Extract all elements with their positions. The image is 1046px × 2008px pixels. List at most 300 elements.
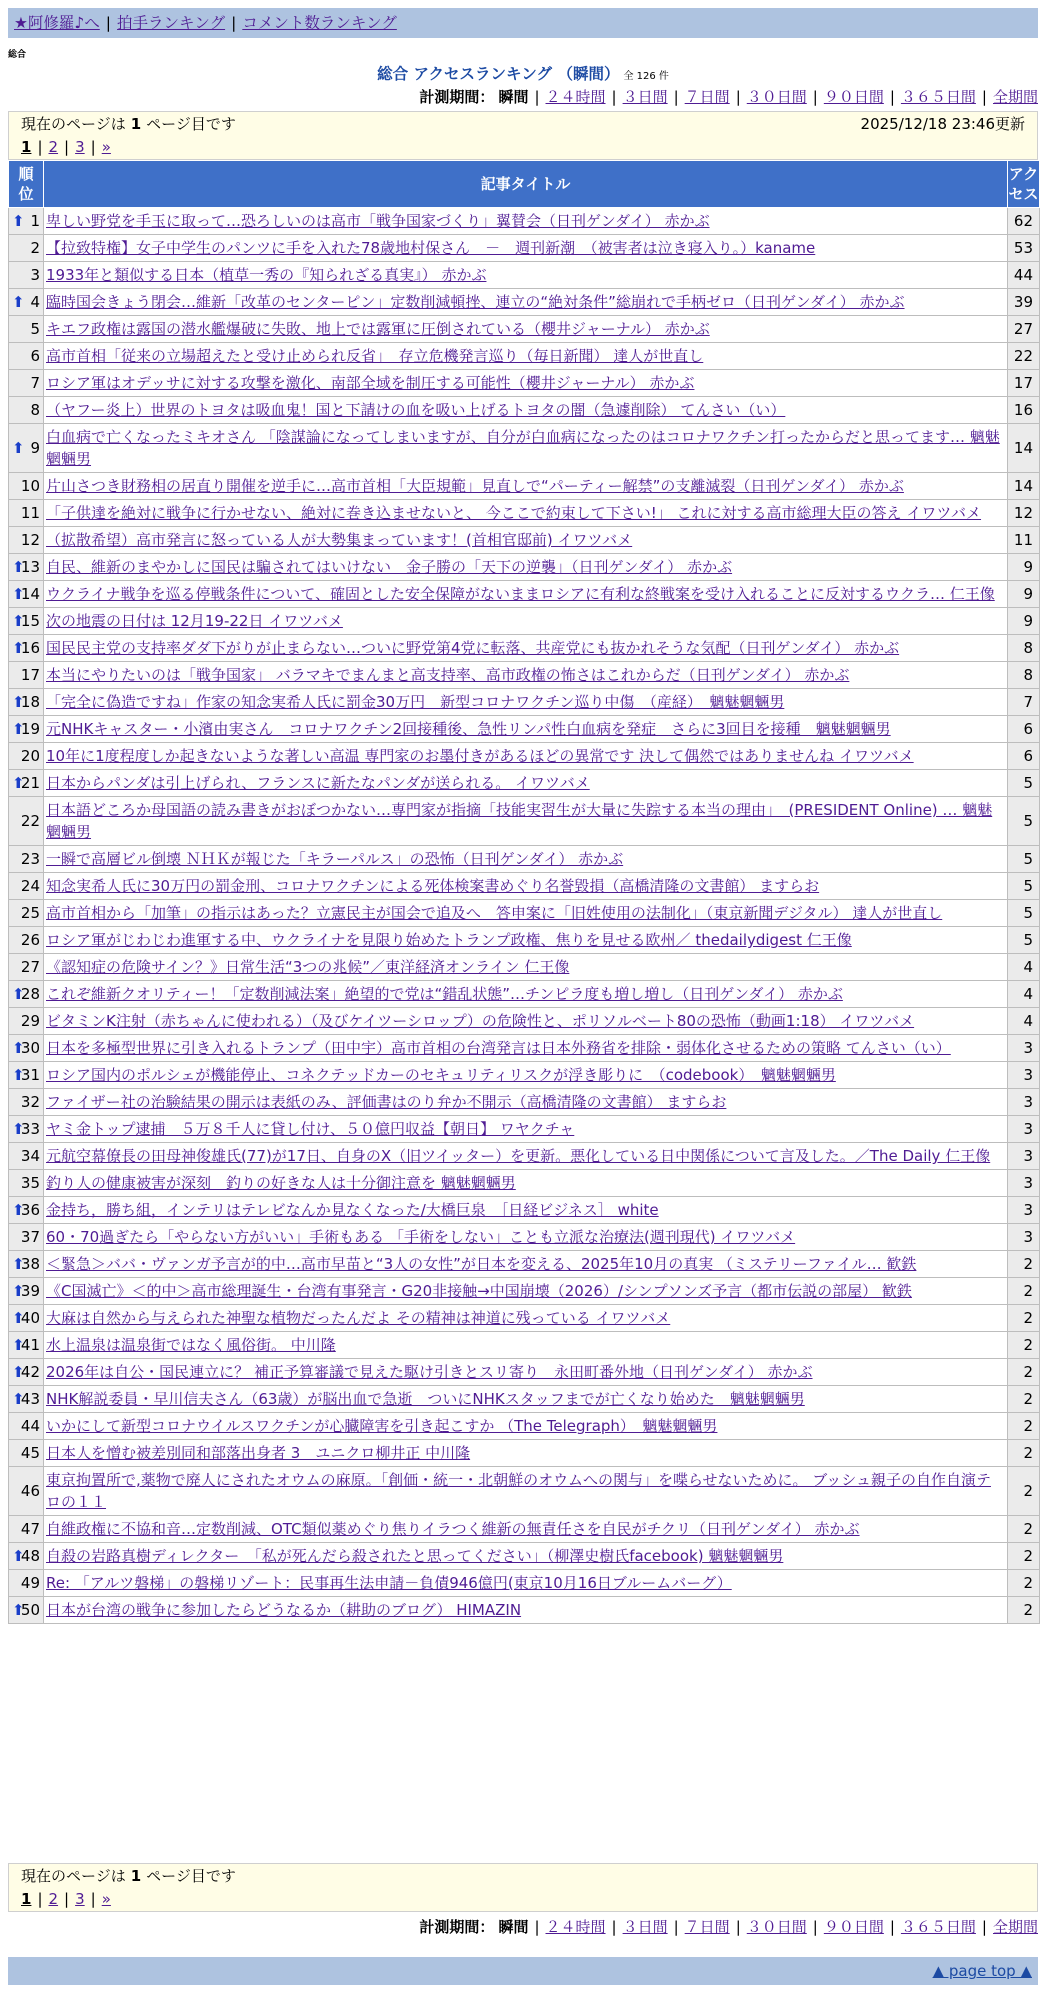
period-separator: | xyxy=(889,88,895,106)
ranking-count: 全 126 件 xyxy=(623,71,669,82)
table-row xyxy=(9,289,1040,316)
article-title-link[interactable]: 「完全に偽造ですね」作家の知念実希人氏に罰金30万円 新型コロナワクチン巡り中傷 （産経） 魑魅魍魎男 xyxy=(46,693,785,711)
title-cell xyxy=(44,1359,1008,1386)
rank-number: 40 xyxy=(20,1309,40,1327)
rank-cell xyxy=(9,1278,44,1305)
article-title-link[interactable]: 1933年と類似する日本（植草一秀の『知られざる真実』） 赤かぶ xyxy=(46,266,487,284)
period-separator: | xyxy=(534,1918,540,1936)
title-cell xyxy=(44,1197,1008,1224)
table-row xyxy=(9,1543,1040,1570)
access-count-cell: 2 xyxy=(1008,1570,1040,1597)
title-cell xyxy=(44,1570,1008,1597)
rank-number: 41 xyxy=(20,1336,40,1354)
title-cell xyxy=(44,424,1008,473)
rank-cell xyxy=(9,262,44,289)
page-status-suffix: ページ目です xyxy=(146,115,236,133)
article-title-link[interactable]: 本当にやりたいのは「戦争国家」 バラマキでまんまと高支持率、高市政権の怖さはこれからだ（日刊ゲンダイ） 赤かぶ xyxy=(46,666,850,684)
access-count-cell: 3 xyxy=(1008,1197,1040,1224)
access-count-cell: 2 xyxy=(1008,1467,1040,1516)
access-count-cell: 12 xyxy=(1008,500,1040,527)
table-row xyxy=(9,873,1040,900)
page-separator: | xyxy=(64,1890,70,1908)
rank-number: 42 xyxy=(20,1363,40,1381)
rank-cell xyxy=(9,635,44,662)
period-option-link[interactable]: ７日間 xyxy=(684,1918,730,1936)
rank-cell xyxy=(9,1570,44,1597)
period-option-link[interactable]: ７日間 xyxy=(684,88,730,106)
article-title-link[interactable]: 高市首相「従来の立場超えたと受け止められ反省」 存立危機発言巡り（毎日新聞） 達人が世直し xyxy=(46,347,704,365)
table-row xyxy=(9,635,1040,662)
access-count-cell: 4 xyxy=(1008,954,1040,981)
rank-number: 21 xyxy=(20,774,40,792)
title-cell xyxy=(44,473,1008,500)
period-option-link[interactable]: ３日間 xyxy=(622,88,668,106)
rank-up-arrow-icon: ⬆ xyxy=(12,1282,25,1300)
table-row xyxy=(9,1332,1040,1359)
table-row xyxy=(9,1035,1040,1062)
title-cell xyxy=(44,662,1008,689)
period-option-link[interactable]: ３６５日間 xyxy=(900,88,976,106)
article-title-link[interactable]: いかにして新型コロナウイルスワクチンが心臓障害を引き起こすか （The Telegraph） 魑魅魍魎男 xyxy=(46,1417,718,1435)
article-title-link[interactable]: ビタミンK注射（赤ちゃんに使われる）（及びケイツーシロップ）の危険性と、ポリソルベート80の恐怖（動画1:18） イワツバメ xyxy=(46,1012,915,1030)
article-title-link[interactable]: ヤミ金トップ逮捕 ５万８千人に貸し付け、５０億円収益【朝日】 ワヤクチャ xyxy=(46,1120,575,1138)
table-row xyxy=(9,424,1040,473)
access-count-cell: 2 xyxy=(1008,1516,1040,1543)
rank-number: 48 xyxy=(20,1547,40,1565)
table-row xyxy=(9,846,1040,873)
rank-number: 4 xyxy=(30,293,40,311)
table-row xyxy=(9,716,1040,743)
rank-up-arrow-icon: ⬆ xyxy=(12,1601,25,1619)
period-option-link[interactable]: ３０日間 xyxy=(746,88,807,106)
period-option-link[interactable]: ３日間 xyxy=(622,1918,668,1936)
title-cell xyxy=(44,581,1008,608)
title-column-header: 記事タイトル xyxy=(44,161,1008,208)
rank-up-arrow-icon: ⬆ xyxy=(12,639,25,657)
rank-up-arrow-icon: ⬆ xyxy=(12,558,25,576)
title-cell xyxy=(44,554,1008,581)
article-title-link[interactable]: 日本からパンダは引上げられ、フランスに新たなパンダが送られる。 イワツバメ xyxy=(46,774,590,792)
article-title-link[interactable]: ロシア軍はオデッサに対する攻撃を激化、南部全域を制圧する可能性（櫻井ジャーナル） 赤かぶ xyxy=(46,374,695,392)
access-count-cell: 14 xyxy=(1008,473,1040,500)
title-cell xyxy=(44,397,1008,424)
access-count-cell: 5 xyxy=(1008,846,1040,873)
article-title-link[interactable]: 【拉致特権】女子中学生のパンツに手を入れた78歳地村保さん － 週刊新潮 （被害者は泣き寝入り。）kaname xyxy=(46,239,816,257)
rank-up-arrow-icon: ⬆ xyxy=(12,1255,25,1273)
rank-up-arrow-icon: ⬆ xyxy=(12,693,25,711)
article-title-link[interactable]: ＜緊急＞ババ・ヴァンガ予言が的中…高市早苗と“3人の女性”が日本を変える、2025年10月の真実 （ミステリーファイル… 歓鉄 xyxy=(46,1255,917,1273)
access-count-cell: 5 xyxy=(1008,797,1040,846)
rank-number: 6 xyxy=(30,347,40,365)
article-title-link[interactable]: 自民、維新のまやかしに国民は騙されてはいけない 金子勝の「天下の逆襲」（日刊ゲンダイ） 赤かぶ xyxy=(46,558,733,576)
access-count-cell: 62 xyxy=(1008,208,1040,235)
title-cell xyxy=(44,1305,1008,1332)
access-count-cell: 4 xyxy=(1008,1008,1040,1035)
access-count-cell: 2 xyxy=(1008,1305,1040,1332)
rank-cell xyxy=(9,1359,44,1386)
rank-cell xyxy=(9,1008,44,1035)
rank-up-arrow-icon: ⬆ xyxy=(12,612,25,630)
access-count-cell: 17 xyxy=(1008,370,1040,397)
access-count-cell: 2 xyxy=(1008,1278,1040,1305)
article-title-link[interactable]: 60・70過ぎたら「やらない方がいい」手術もある 「手術をしない」ことも立派な治療法(週刊現代) イワツバメ xyxy=(46,1228,796,1246)
rank-column-header: 順位 xyxy=(9,161,44,208)
table-row xyxy=(9,473,1040,500)
access-count-cell: 16 xyxy=(1008,397,1040,424)
rank-number: 47 xyxy=(20,1520,40,1538)
title-cell xyxy=(44,316,1008,343)
access-count-cell: 3 xyxy=(1008,1062,1040,1089)
table-row xyxy=(9,1305,1040,1332)
access-count-cell: 2 xyxy=(1008,1332,1040,1359)
rank-number: 33 xyxy=(20,1120,40,1138)
rank-number: 50 xyxy=(20,1601,40,1619)
rank-up-arrow-icon: ⬆ xyxy=(12,1039,25,1057)
rank-up-arrow-icon: ⬆ xyxy=(12,985,25,1003)
article-title-link[interactable]: 卑しい野党を手玉に取って…恐ろしいのは高市「戦争国家づくり」翼賛会（日刊ゲンダイ） 赤かぶ xyxy=(46,212,710,230)
period-separator: | xyxy=(611,88,617,106)
page-link[interactable]: 3 xyxy=(75,138,85,156)
article-title-link[interactable]: ロシア国内のポルシェが機能停止、コネクテッドカーのセキュリティリスクが浮き彫りに （codebook） 魑魅魍魎男 xyxy=(46,1066,836,1084)
access-count-cell: 3 xyxy=(1008,1116,1040,1143)
rank-number: 44 xyxy=(20,1417,40,1435)
access-count-cell: 22 xyxy=(1008,343,1040,370)
title-cell xyxy=(44,846,1008,873)
period-option-link[interactable]: ３６５日間 xyxy=(900,1918,976,1936)
rank-cell xyxy=(9,235,44,262)
rank-up-arrow-icon: ⬆ xyxy=(12,720,25,738)
rank-number: 12 xyxy=(20,531,40,549)
title-cell xyxy=(44,1035,1008,1062)
page-separator: | xyxy=(90,1890,96,1908)
period-option-link[interactable]: ２４時間 xyxy=(545,88,606,106)
title-cell xyxy=(44,1597,1008,1624)
title-cell xyxy=(44,1332,1008,1359)
period-option-link[interactable]: ３０日間 xyxy=(746,1918,807,1936)
rank-up-arrow-icon: ⬆ xyxy=(12,1201,25,1219)
title-cell xyxy=(44,1278,1008,1305)
rank-cell xyxy=(9,1170,44,1197)
article-title-link[interactable]: 《認知症の危険サイン？》日常生活“3つの兆候”／東洋経済オンライン 仁王像 xyxy=(46,958,570,976)
rank-cell xyxy=(9,1062,44,1089)
article-title-link[interactable]: 「子供達を絶対に戦争に行かせない、絶対に巻き込ませないと、 今ここで約束して下さい!」 これに対する高市総理大臣の答え イワツバメ xyxy=(46,504,982,522)
table-row xyxy=(9,370,1040,397)
access-count-cell: 5 xyxy=(1008,770,1040,797)
rank-number: 3 xyxy=(30,266,40,284)
access-count-cell: 5 xyxy=(1008,927,1040,954)
table-row xyxy=(9,981,1040,1008)
page-status-row xyxy=(21,1864,1025,1888)
title-cell xyxy=(44,981,1008,1008)
page-links-row xyxy=(21,1888,1025,1910)
table-row xyxy=(9,316,1040,343)
pagination-box-bottom xyxy=(8,1863,1038,1912)
table-row xyxy=(9,1089,1040,1116)
article-title-link[interactable]: これぞ維新クオリティー！「定数削減法案」絶望的で党は“錯乱状態”…チンピラ度も増し増し（日刊ゲンダイ） 赤かぶ xyxy=(46,985,843,1003)
article-title-link[interactable]: 水上温泉は温泉街ではなく風俗街。 中川隆 xyxy=(46,1336,336,1354)
page-link[interactable]: 2 xyxy=(48,1890,59,1908)
period-separator: | xyxy=(889,1918,895,1936)
current-page-number: 1 xyxy=(21,1890,32,1908)
rank-cell xyxy=(9,1305,44,1332)
access-count-cell: 44 xyxy=(1008,262,1040,289)
page-top-link[interactable]: ▲ page top ▲ xyxy=(932,1962,1032,1980)
rank-number: 39 xyxy=(20,1282,40,1300)
current-page-number: 1 xyxy=(21,138,32,156)
article-title-link[interactable]: 臨時国会きょう閉会…維新「改革のセンターピン」定数削減頓挫、連立の“絶対条件”総崩れで手柄ゼロ（日刊ゲンダイ） 赤かぶ xyxy=(46,293,905,311)
rank-cell xyxy=(9,1386,44,1413)
rank-cell xyxy=(9,1440,44,1467)
rank-cell xyxy=(9,1143,44,1170)
updated-timestamp: 2025/12/18 23:46更新 xyxy=(860,115,1025,133)
page-status-prefix: 現在のページは xyxy=(21,1867,126,1885)
title-cell xyxy=(44,208,1008,235)
rank-cell xyxy=(9,846,44,873)
rank-cell xyxy=(9,1224,44,1251)
article-title-link[interactable]: 一瞬で高層ビル倒壊 ＮＨＫが報じた「キラーパルス」の恐怖（日刊ゲンダイ） 赤かぶ xyxy=(46,850,624,868)
article-title-link[interactable]: 元NHKキャスター・小濱由実さん コロナワクチン2回接種後、急性リンパ性白血病を発症 さらに3回目を接種 魑魅魍魎男 xyxy=(46,720,891,738)
title-cell xyxy=(44,873,1008,900)
rank-cell xyxy=(9,581,44,608)
period-option-link[interactable]: ９０日間 xyxy=(823,88,884,106)
rank-number: 11 xyxy=(20,504,40,522)
title-cell xyxy=(44,927,1008,954)
article-title-link[interactable]: 金持ち，勝ち組，インテリはテレビなんか見なくなった/大橋巨泉 ［日経ビジネス］ white xyxy=(46,1201,659,1219)
table-row xyxy=(9,1413,1040,1440)
rank-number: 18 xyxy=(20,693,40,711)
table-row xyxy=(9,1570,1040,1597)
rank-cell xyxy=(9,1116,44,1143)
article-title-link[interactable]: 釣り人の健康被害が深刻 釣りの好きな人は十分御注意を 魑魅魍魎男 xyxy=(46,1174,516,1192)
article-title-link[interactable]: ファイザー社の治験結果の開示は表紙のみ、評価書はのり弁か不開示（高橋清隆の文書館） ますらお xyxy=(46,1093,727,1111)
period-separator: | xyxy=(735,1918,741,1936)
rank-up-arrow-icon: ⬆ xyxy=(12,1547,25,1565)
article-title-link[interactable]: 元航空幕僚長の田母神俊雄氏(77)が17日、自身のX（旧ツイッター）を更新。悪化している日中関係について言及した。／The Daily 仁王像 xyxy=(46,1147,991,1165)
article-title-link[interactable]: 大麻は自然から与えられた神聖な植物だったんだよ その精神は神道に残っている イワツバメ xyxy=(46,1309,671,1327)
nav-separator: | xyxy=(105,14,112,32)
article-title-link[interactable]: 10年に1度程度しか起きないような著しい高温 専門家のお墨付きがあるほどの異常です 決して偶然ではありませんね イワツバメ xyxy=(46,747,914,765)
rank-number: 23 xyxy=(20,850,40,868)
table-row xyxy=(9,1359,1040,1386)
ranking-table xyxy=(8,160,1040,1624)
rank-cell xyxy=(9,1516,44,1543)
article-title-link[interactable]: 自殺の岩路真樹ディレクター 「私が死んだら殺されたと思ってください」（柳澤史樹氏facebook) 魑魅魍魎男 xyxy=(46,1547,784,1565)
access-count-cell: 3 xyxy=(1008,1035,1040,1062)
title-cell xyxy=(44,235,1008,262)
title-cell xyxy=(44,1224,1008,1251)
rank-cell xyxy=(9,1332,44,1359)
access-count-cell: 2 xyxy=(1008,1386,1040,1413)
article-title-link[interactable]: NHK解説委員・早川信夫さん（63歳）が脳出血で急逝 ついにNHKスタッフまでが亡くなり始めた 魑魅魍魎男 xyxy=(46,1390,805,1408)
title-cell xyxy=(44,1089,1008,1116)
page-link[interactable]: » xyxy=(101,138,111,156)
article-title-link[interactable]: 白血病で亡くなったミキオさん 「陰謀論になってしまいますが、自分が白血病になったのはコロナワクチン打ったからだと思ってます… 魑魅魍魎男 xyxy=(46,428,1000,468)
table-row xyxy=(9,208,1040,235)
rank-number: 8 xyxy=(30,401,40,419)
article-title-link[interactable]: 日本が台湾の戦争に参加したらどうなるか（耕助のブログ） HIMAZIN xyxy=(46,1601,522,1619)
page-status xyxy=(21,1867,236,1885)
title-cell xyxy=(44,716,1008,743)
rank-cell xyxy=(9,473,44,500)
access-count-cell: 4 xyxy=(1008,981,1040,1008)
table-row xyxy=(9,1251,1040,1278)
rank-cell xyxy=(9,1467,44,1516)
article-title-link[interactable]: キエフ政権は露国の潜水艦爆破に失敗、地上では露軍に圧倒されている（櫻井ジャーナル） 赤かぶ xyxy=(46,320,710,338)
period-separator: | xyxy=(981,88,987,106)
table-row xyxy=(9,662,1040,689)
page-separator: | xyxy=(90,138,96,156)
article-title-link[interactable]: 片山さつき財務相の居直り開催を逆手に…高市首相「大臣規範」見直しで“パーティー解禁”の支離滅裂（日刊ゲンダイ） 赤かぶ xyxy=(46,477,904,495)
rank-up-arrow-icon: ⬆ xyxy=(12,212,25,230)
ranking-title: 総合 アクセスランキング （瞬間） xyxy=(377,65,620,83)
rank-cell xyxy=(9,397,44,424)
title-cell xyxy=(44,797,1008,846)
article-title-link[interactable]: （拡散希望）高市発言に怒っている人が大勢集まっています！(首相官邸前) イワツバメ xyxy=(46,531,633,549)
title-cell xyxy=(44,608,1008,635)
table-row xyxy=(9,1170,1040,1197)
rank-number: 22 xyxy=(20,812,40,830)
period-option-link[interactable]: 全期間 xyxy=(992,1918,1038,1936)
rank-number: 30 xyxy=(20,1039,40,1057)
rank-number: 17 xyxy=(20,666,40,684)
table-row xyxy=(9,1516,1040,1543)
rank-cell xyxy=(9,689,44,716)
table-row xyxy=(9,1008,1040,1035)
asyura-home-link[interactable]: ★阿修羅♪へ xyxy=(14,14,100,32)
rank-number: 5 xyxy=(30,320,40,338)
access-count-cell: 2 xyxy=(1008,1413,1040,1440)
article-title-link[interactable]: （ヤフー炎上）世界のトヨタは吸血鬼！国と下請けの血を吸い上げるトヨタの闇（急遽削除） てんさい（い） xyxy=(46,401,786,419)
period-separator: | xyxy=(673,88,679,106)
ranking-table-body xyxy=(9,208,1040,1624)
article-title-link[interactable]: 《C国滅亡》＜的中＞高市総理誕生・台湾有事発言・G20非接触→中国崩壊（2026）/シンプソンズ予言（都市伝説の部屋） 歓鉄 xyxy=(46,1282,912,1300)
table-row xyxy=(9,500,1040,527)
rank-cell xyxy=(9,716,44,743)
rank-number: 10 xyxy=(20,477,40,495)
rank-up-arrow-icon: ⬆ xyxy=(12,1336,25,1354)
rank-cell xyxy=(9,1413,44,1440)
access-count-cell: 5 xyxy=(1008,900,1040,927)
article-title-link[interactable]: 次の地震の日付は 12月19-22日 イワツバメ xyxy=(46,612,343,630)
article-title-link[interactable]: 自維政権に不協和音…定数削減、OTC類似薬めぐり焦りイラつく維新の無責任さを自民がチクリ（日刊ゲンダイ） 赤かぶ xyxy=(46,1520,860,1538)
comment-ranking-link[interactable]: コメント数ランキング xyxy=(242,14,397,32)
rank-cell xyxy=(9,1035,44,1062)
article-title-link[interactable]: 東京拘置所で,薬物で廃人にされたオウムの麻原。「創価・統一・北朝鮮のオウムへの関与」を喋らせないために。 ブッシュ親子の自作自演テロの１１ xyxy=(46,1471,991,1511)
period-selector-bottom xyxy=(419,1916,1038,1938)
rank-number: 7 xyxy=(30,374,40,392)
rank-cell xyxy=(9,343,44,370)
page-links-row xyxy=(21,136,1025,158)
article-title-link[interactable]: ロシア軍がじわじわ進軍する中、ウクライナを見限り始めたトランプ政権、焦りを見せる欧州／ thedailydigest 仁王像 xyxy=(46,931,852,949)
title-cell xyxy=(44,1008,1008,1035)
title-cell xyxy=(44,1170,1008,1197)
rank-number: 49 xyxy=(20,1574,40,1592)
article-title-link[interactable]: 日本を多極型世界に引き入れるトランプ（田中宇）高市首相の台湾発言は日本外務省を排除・弱体化させるための策略 てんさい（い） xyxy=(46,1039,951,1057)
access-count-cell: 9 xyxy=(1008,554,1040,581)
access-count-cell: 2 xyxy=(1008,1597,1040,1624)
article-title-link[interactable]: 日本人を憎む被差別同和部落出身者 3 ユニクロ柳井正 中川隆 xyxy=(46,1444,471,1462)
access-count-cell: 2 xyxy=(1008,1543,1040,1570)
period-label: 計測期間： xyxy=(419,1918,495,1936)
period-option-link[interactable]: 全期間 xyxy=(992,88,1038,106)
rank-up-arrow-icon: ⬆ xyxy=(12,1120,25,1138)
table-row xyxy=(9,397,1040,424)
article-title-link[interactable]: 知念実希人氏に30万円の罰金刑、コロナワクチンによる死体検案書めぐり名誉毀損（高橋清隆の文書館） ますらお xyxy=(46,877,820,895)
rank-number: 26 xyxy=(20,931,40,949)
rank-cell xyxy=(9,1197,44,1224)
title-cell xyxy=(44,1413,1008,1440)
title-cell xyxy=(44,1251,1008,1278)
period-selector-top xyxy=(419,86,1038,108)
rank-number: 2 xyxy=(30,239,40,257)
article-title-link[interactable]: 2026年は自公・国民連立に？ 補正予算審議で見えた駆け引きとスリ寄り 永田町番外地（日刊ゲンダイ） 赤かぶ xyxy=(46,1363,813,1381)
article-title-link[interactable]: 国民民主党の支持率ダダ下がりが止まらない…ついに野党第4党に転落、共産党にも抜かれそうな気配（日刊ゲンダイ） 赤かぶ xyxy=(46,639,900,657)
table-row xyxy=(9,1467,1040,1516)
access-count-cell: 7 xyxy=(1008,689,1040,716)
rank-cell xyxy=(9,424,44,473)
access-column-header: アクセス xyxy=(1008,161,1040,208)
rank-number: 16 xyxy=(20,639,40,657)
rank-number: 35 xyxy=(20,1174,40,1192)
period-separator: | xyxy=(812,88,818,106)
rank-cell xyxy=(9,1543,44,1570)
rank-cell xyxy=(9,770,44,797)
table-row xyxy=(9,608,1040,635)
rank-up-arrow-icon: ⬆ xyxy=(12,774,25,792)
access-count-cell: 53 xyxy=(1008,235,1040,262)
table-row xyxy=(9,1278,1040,1305)
access-count-cell: 5 xyxy=(1008,873,1040,900)
article-title-link[interactable]: Re: 「アルツ磐梯」の磐梯リゾート：民事再生法申請－負債946億円(東京10月16日ブルームバーグ） xyxy=(46,1574,732,1592)
table-row xyxy=(9,1197,1040,1224)
page-link[interactable]: » xyxy=(101,1890,111,1908)
rank-cell xyxy=(9,981,44,1008)
table-row xyxy=(9,1062,1040,1089)
page-status-suffix: ページ目です xyxy=(146,1867,236,1885)
title-cell xyxy=(44,262,1008,289)
access-count-cell: 2 xyxy=(1008,1251,1040,1278)
applause-ranking-link[interactable]: 拍手ランキング xyxy=(117,14,226,32)
table-row xyxy=(9,235,1040,262)
page-status-current: 1 xyxy=(130,1867,142,1885)
table-row xyxy=(9,527,1040,554)
rank-cell xyxy=(9,1089,44,1116)
access-count-cell: 2 xyxy=(1008,1359,1040,1386)
title-cell xyxy=(44,635,1008,662)
rank-number: 20 xyxy=(20,747,40,765)
rank-cell xyxy=(9,900,44,927)
access-count-cell: 27 xyxy=(1008,316,1040,343)
page-link[interactable]: 3 xyxy=(75,1890,85,1908)
rank-number: 32 xyxy=(20,1093,40,1111)
rank-up-arrow-icon: ⬆ xyxy=(12,1066,25,1084)
table-row xyxy=(9,1143,1040,1170)
article-title-link[interactable]: ウクライナ戦争を巡る停戦条件について、確固とした安全保障がないままロシアに有利な終戦案を受け入れることに反対するウクラ… 仁王像 xyxy=(46,585,995,603)
period-label: 計測期間： xyxy=(419,88,495,106)
article-title-link[interactable]: 日本語どころか母国語の読み書きがおぼつかない…専門家が指摘「技能実習生が大量に失踪する本当の理由」 (PRESIDENT Online) … 魑魅魍魎男 xyxy=(46,801,993,841)
table-row xyxy=(9,689,1040,716)
access-count-cell: 11 xyxy=(1008,527,1040,554)
period-option-link[interactable]: ９０日間 xyxy=(823,1918,884,1936)
table-row xyxy=(9,1440,1040,1467)
period-option-link[interactable]: ２４時間 xyxy=(545,1918,606,1936)
page-link[interactable]: 2 xyxy=(48,138,59,156)
period-current: 瞬間 xyxy=(498,1918,529,1936)
article-title-link[interactable]: 高市首相から「加筆」の指示はあった？立憲民主が国会で追及へ 答申案に「旧姓使用の法制化」（東京新聞デジタル） 達人が世直し xyxy=(46,904,943,922)
table-row xyxy=(9,1597,1040,1624)
rank-up-arrow-icon: ⬆ xyxy=(12,439,25,457)
page-separator: | xyxy=(37,1890,43,1908)
